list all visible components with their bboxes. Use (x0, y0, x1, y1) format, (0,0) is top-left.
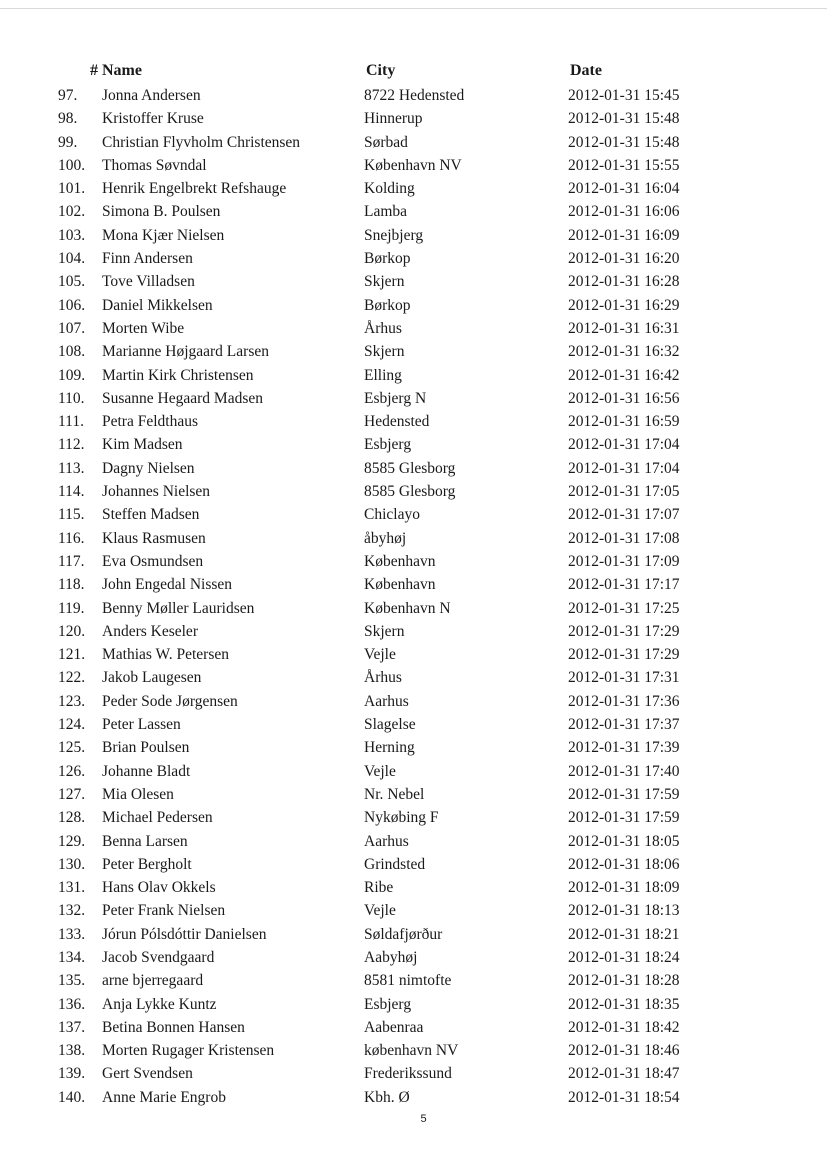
page-number: 5 (420, 1113, 427, 1125)
row-city: Esbjerg (364, 995, 412, 1013)
row-date: 2012-01-31 16:32 (568, 343, 680, 361)
row-name: Finn Andersen (102, 250, 193, 268)
table-row (0, 899, 827, 922)
table-row (0, 1086, 827, 1109)
row-name: Gert Svendsen (102, 1065, 193, 1083)
table-row (0, 946, 827, 969)
row-date: 2012-01-31 17:36 (568, 692, 680, 710)
row-city: 8585 Glesborg (364, 483, 456, 501)
row-city: Grindsted (364, 855, 426, 873)
row-date: 2012-01-31 18:06 (568, 855, 680, 873)
row-date: 2012-01-31 16:06 (568, 203, 680, 221)
table-row (0, 340, 827, 363)
row-name: Mathias W. Petersen (102, 646, 229, 664)
row-city: Esbjerg (364, 436, 412, 454)
row-number: 125. (58, 739, 86, 757)
row-city: Kolding (364, 180, 415, 198)
row-number: 113. (58, 459, 85, 477)
row-date: 2012-01-31 17:07 (568, 506, 680, 524)
row-city: København N (364, 599, 451, 617)
row-date: 2012-01-31 17:04 (568, 436, 680, 454)
row-name: Benna Larsen (102, 832, 188, 850)
table-row (0, 107, 827, 130)
row-number: 138. (58, 1042, 86, 1060)
row-date: 2012-01-31 17:08 (568, 529, 680, 547)
row-date: 2012-01-31 18:47 (568, 1065, 680, 1083)
row-number: 115. (58, 506, 85, 524)
row-number: 100. (58, 156, 86, 174)
row-date: 2012-01-31 18:13 (568, 902, 680, 920)
row-date: 2012-01-31 17:05 (568, 483, 680, 501)
top-rule (0, 8, 827, 9)
row-number: 134. (58, 948, 86, 966)
row-name: Hans Olav Okkels (102, 879, 216, 897)
row-date: 2012-01-31 15:48 (568, 110, 680, 128)
table-row (0, 433, 827, 456)
row-name: Mia Olesen (102, 785, 174, 803)
row-city: Ribe (364, 879, 394, 897)
table-row (0, 666, 827, 689)
row-number: 139. (58, 1065, 86, 1083)
table-row (0, 573, 827, 596)
table-row (0, 620, 827, 643)
table-row (0, 783, 827, 806)
row-number: 117. (58, 552, 85, 570)
table-row (0, 200, 827, 223)
row-city: Vejle (364, 902, 396, 920)
row-number: 131. (58, 879, 86, 897)
table-row (0, 154, 827, 177)
row-date: 2012-01-31 18:28 (568, 972, 680, 990)
table-row (0, 247, 827, 270)
row-number: 106. (58, 296, 86, 314)
row-date: 2012-01-31 17:29 (568, 622, 680, 640)
row-number: 137. (58, 1018, 86, 1036)
row-date: 2012-01-31 16:09 (568, 226, 680, 244)
table-row (0, 969, 827, 992)
table-row (0, 923, 827, 946)
row-city: Slagelse (364, 716, 416, 734)
column-header-name: # Name (90, 62, 142, 79)
row-city: Aabyhøj (364, 948, 418, 966)
row-name: Susanne Hegaard Madsen (102, 389, 263, 407)
table-row (0, 690, 827, 713)
row-city: Elling (364, 366, 402, 384)
row-date: 2012-01-31 16:56 (568, 389, 680, 407)
row-date: 2012-01-31 17:59 (568, 809, 680, 827)
row-name: Michael Pedersen (102, 809, 213, 827)
row-name: Anja Lykke Kuntz (102, 995, 217, 1013)
table-row (0, 317, 827, 340)
row-date: 2012-01-31 16:42 (568, 366, 680, 384)
row-name: Kristoffer Kruse (102, 110, 204, 128)
row-number: 98. (58, 110, 78, 128)
row-name: Jonna Andersen (102, 87, 201, 104)
row-name: Christian Flyvholm Christensen (102, 133, 301, 151)
table-row (0, 830, 827, 853)
row-number: 101. (58, 180, 86, 198)
row-city: 8581 nimtofte (364, 972, 452, 990)
table-row (0, 387, 827, 410)
row-name: Peder Sode Jørgensen (102, 692, 238, 710)
row-name: Anders Keseler (102, 622, 198, 640)
row-city: Frederikssund (364, 1065, 452, 1083)
row-date: 2012-01-31 16:20 (568, 250, 680, 268)
row-date: 2012-01-31 17:37 (568, 716, 680, 734)
row-date: 2012-01-31 18:24 (568, 948, 680, 966)
row-city: Skjern (364, 622, 405, 640)
row-city: Nykøbing F (364, 809, 439, 827)
row-number: 108. (58, 343, 86, 361)
row-city: Kbh. Ø (364, 1088, 410, 1106)
row-city: 8722 Hedensted (364, 87, 465, 104)
row-number: 118. (58, 576, 85, 594)
row-name: Simona B. Poulsen (102, 203, 221, 221)
row-number: 135. (58, 972, 86, 990)
row-name: Klaus Rasmusen (102, 529, 206, 547)
row-city: Børkop (364, 296, 411, 314)
row-city: Skjern (364, 273, 405, 291)
row-name: Marianne Højgaard Larsen (102, 343, 269, 361)
row-city: Vejle (364, 646, 396, 664)
row-city: københavn NV (364, 1042, 459, 1060)
row-name: arne bjerregaard (102, 972, 204, 990)
table-row (0, 1039, 827, 1062)
table-row (0, 853, 827, 876)
row-city: Århus (364, 319, 402, 337)
row-number: 114. (58, 483, 85, 501)
row-name: Dagny Nielsen (102, 459, 195, 477)
row-date: 2012-01-31 18:42 (568, 1018, 680, 1036)
row-city: Børkop (364, 250, 411, 268)
row-city: 8585 Glesborg (364, 459, 456, 477)
table-row (0, 993, 827, 1016)
row-city: Århus (364, 669, 402, 687)
table-row (0, 480, 827, 503)
table-row (0, 736, 827, 759)
row-date: 2012-01-31 18:54 (568, 1088, 680, 1106)
row-city: Nr. Nebel (364, 785, 425, 803)
row-date: 2012-01-31 17:40 (568, 762, 680, 780)
table-row (0, 1016, 827, 1039)
table-row (0, 84, 827, 107)
table-row (0, 177, 827, 200)
row-number: 124. (58, 716, 86, 734)
row-date: 2012-01-31 16:04 (568, 180, 680, 198)
row-date: 2012-01-31 16:29 (568, 296, 680, 314)
row-date: 2012-01-31 17:04 (568, 459, 680, 477)
row-date: 2012-01-31 16:28 (568, 273, 680, 291)
row-date: 2012-01-31 15:48 (568, 133, 680, 151)
row-city: København (364, 576, 436, 594)
row-city: Esbjerg N (364, 389, 427, 407)
table-row (0, 270, 827, 293)
row-date: 2012-01-31 16:31 (568, 319, 680, 337)
row-name: Martin Kirk Christensen (102, 366, 254, 384)
row-city: Vejle (364, 762, 396, 780)
table-row (0, 457, 827, 480)
row-number: 103. (58, 226, 86, 244)
row-city: Hinnerup (364, 110, 423, 128)
row-name: Peter Frank Nielsen (102, 902, 226, 920)
row-date: 2012-01-31 17:31 (568, 669, 680, 687)
row-number: 121. (58, 646, 86, 664)
row-date: 2012-01-31 18:35 (568, 995, 680, 1013)
row-number: 126. (58, 762, 86, 780)
row-number: 105. (58, 273, 86, 291)
row-name: Johannes Nielsen (102, 483, 211, 501)
row-number: 109. (58, 366, 86, 384)
table-row (0, 713, 827, 736)
row-date: 2012-01-31 17:59 (568, 785, 680, 803)
row-number: 130. (58, 855, 86, 873)
row-number: 122. (58, 669, 86, 687)
row-number: 128. (58, 809, 86, 827)
row-city: Hedensted (364, 413, 430, 431)
row-number: 132. (58, 902, 86, 920)
row-number: 127. (58, 785, 86, 803)
row-city: Søldafjørður (364, 925, 443, 943)
row-number: 111. (58, 413, 84, 431)
column-header-city: City (366, 62, 396, 79)
row-date: 2012-01-31 17:29 (568, 646, 680, 664)
row-name: Peter Lassen (102, 716, 181, 734)
row-name: Kim Madsen (102, 436, 183, 454)
row-city: Skjern (364, 343, 405, 361)
row-city: Aarhus (364, 832, 409, 850)
row-name: John Engedal Nissen (102, 576, 233, 594)
row-date: 2012-01-31 17:39 (568, 739, 680, 757)
row-number: 112. (58, 436, 85, 454)
row-date: 2012-01-31 15:55 (568, 156, 680, 174)
table-row (0, 1062, 827, 1085)
row-city: København NV (364, 156, 462, 174)
row-name: Jacob Svendgaard (102, 948, 215, 966)
row-number: 104. (58, 250, 86, 268)
row-name: Daniel Mikkelsen (102, 296, 213, 314)
row-date: 2012-01-31 17:17 (568, 576, 680, 594)
row-date: 2012-01-31 18:09 (568, 879, 680, 897)
table-row (0, 364, 827, 387)
row-name: Jakob Laugesen (102, 669, 202, 687)
table-row (0, 527, 827, 550)
row-city: København (364, 552, 436, 570)
row-name: Betina Bonnen Hansen (102, 1018, 245, 1036)
row-date: 2012-01-31 18:46 (568, 1042, 680, 1060)
row-number: 107. (58, 319, 86, 337)
row-city: Aarhus (364, 692, 409, 710)
row-number: 136. (58, 995, 86, 1013)
row-city: Snejbjerg (364, 226, 424, 244)
row-number: 123. (58, 692, 86, 710)
row-number: 129. (58, 832, 86, 850)
row-name: Mona Kjær Nielsen (102, 226, 225, 244)
table-row (0, 503, 827, 526)
table-row (0, 131, 827, 154)
row-city: Herning (364, 739, 415, 757)
table-row (0, 876, 827, 899)
row-city: Sørbad (364, 133, 408, 151)
table-row (0, 597, 827, 620)
row-number: 97. (58, 87, 78, 104)
row-date: 2012-01-31 17:25 (568, 599, 680, 617)
row-date: 2012-01-31 17:09 (568, 552, 680, 570)
row-name: Steffen Madsen (102, 506, 200, 524)
row-name: Jórun Pólsdóttir Danielsen (102, 925, 267, 943)
column-header-date: Date (570, 62, 602, 79)
row-name: Johanne Bladt (102, 762, 191, 780)
row-name: Morten Wibe (102, 319, 185, 337)
row-number: 120. (58, 622, 86, 640)
row-name: Tove Villadsen (102, 273, 195, 291)
row-name: Benny Møller Lauridsen (102, 599, 255, 617)
table-row (0, 550, 827, 573)
table-row (0, 410, 827, 433)
row-number: 116. (58, 529, 85, 547)
row-name: Thomas Søvndal (102, 156, 207, 174)
row-name: Henrik Engelbrekt Refshauge (102, 180, 287, 198)
row-number: 119. (58, 599, 85, 617)
row-name: Morten Rugager Kristensen (102, 1042, 275, 1060)
row-city: Chiclayo (364, 506, 420, 524)
row-name: Petra Feldthaus (102, 413, 198, 431)
row-name: Brian Poulsen (102, 739, 190, 757)
row-city: åbyhøj (364, 529, 407, 547)
row-number: 110. (58, 389, 85, 407)
table-row (0, 224, 827, 247)
table-row (0, 294, 827, 317)
row-city: Lamba (364, 203, 408, 221)
table-row (0, 643, 827, 666)
row-name: Peter Bergholt (102, 855, 192, 873)
row-number: 133. (58, 925, 86, 943)
row-number: 140. (58, 1088, 86, 1106)
table-row (0, 806, 827, 829)
row-date: 2012-01-31 16:59 (568, 413, 680, 431)
signature-list (0, 84, 827, 1109)
table-row (0, 760, 827, 783)
row-number: 99. (58, 133, 78, 151)
row-date: 2012-01-31 18:05 (568, 832, 680, 850)
row-name: Anne Marie Engrob (102, 1088, 226, 1106)
row-date: 2012-01-31 18:21 (568, 925, 680, 943)
row-date: 2012-01-31 15:45 (568, 87, 680, 104)
row-number: 102. (58, 203, 86, 221)
row-city: Aabenraa (364, 1018, 424, 1036)
row-name: Eva Osmundsen (102, 552, 204, 570)
